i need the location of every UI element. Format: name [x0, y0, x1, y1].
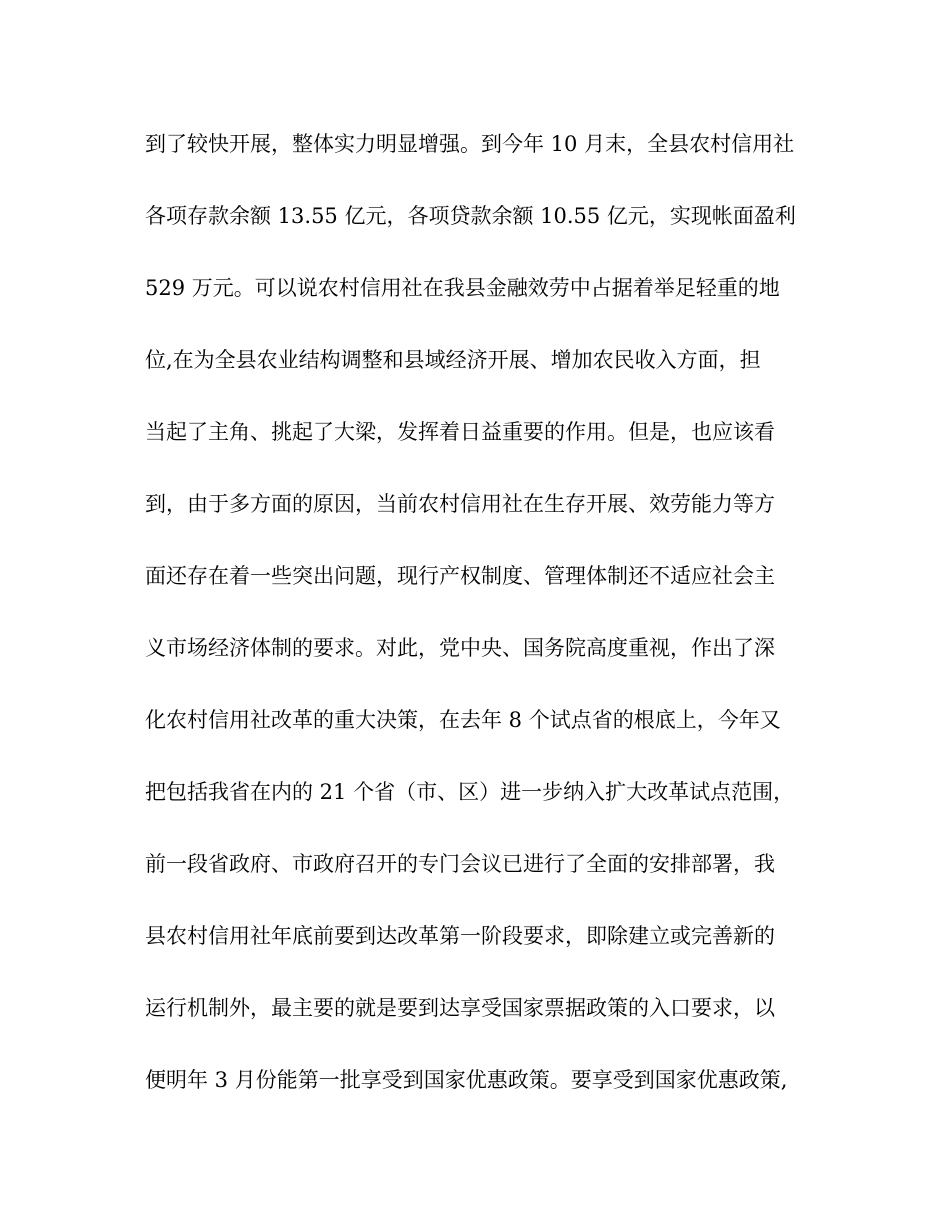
text-line-6: 到，由于多方面的原因，当前农村信用社在生存开展、效劳能力等方 — [145, 492, 775, 516]
text-line-4: 位,在为全县农业结构调整和县域经济开展、增加农民收入方面，担 — [145, 348, 761, 372]
text-line-1: 到了较快开展，整体实力明显增强。到今年 10 月末，全县农村信用社 — [145, 132, 795, 156]
text-line-10: 把包括我省在内的 21 个省（市、区）进一步纳入扩大改革试点范围， — [145, 780, 795, 804]
text-line-8: 义市场经济体制的要求。对此，党中央、国务院高度重视，作出了深 — [145, 636, 775, 660]
text-line-5: 当起了主角、挑起了大梁，发挥着日益重要的作用。但是，也应该看 — [145, 420, 775, 444]
text-line-11: 前一段省政府、市政府召开的专门会议已进行了全面的安排部署，我 — [145, 852, 775, 876]
text-line-2: 各项存款余额 13.55 亿元，各项贷款余额 10.55 亿元，实现帐面盈利 — [145, 204, 796, 228]
text-line-9: 化农村信用社改革的重大决策，在去年 8 个试点省的根底上，今年又 — [145, 708, 781, 732]
text-line-14: 便明年 3 月份能第一批享受到国家优惠政策。要享受到国家优惠政策, — [145, 1068, 788, 1092]
text-line-13: 运行机制外，最主要的就是要到达享受国家票据政策的入口要求，以 — [145, 996, 775, 1020]
text-line-7: 面还存在着一些突出问题，现行产权制度、管理体制还不适应社会主 — [145, 564, 775, 588]
text-line-3: 529 万元。可以说农村信用社在我县金融效劳中占据着举足轻重的地 — [145, 276, 780, 300]
text-line-12: 县农村信用社年底前要到达改革第一阶段要求，即除建立或完善新的 — [145, 924, 775, 948]
